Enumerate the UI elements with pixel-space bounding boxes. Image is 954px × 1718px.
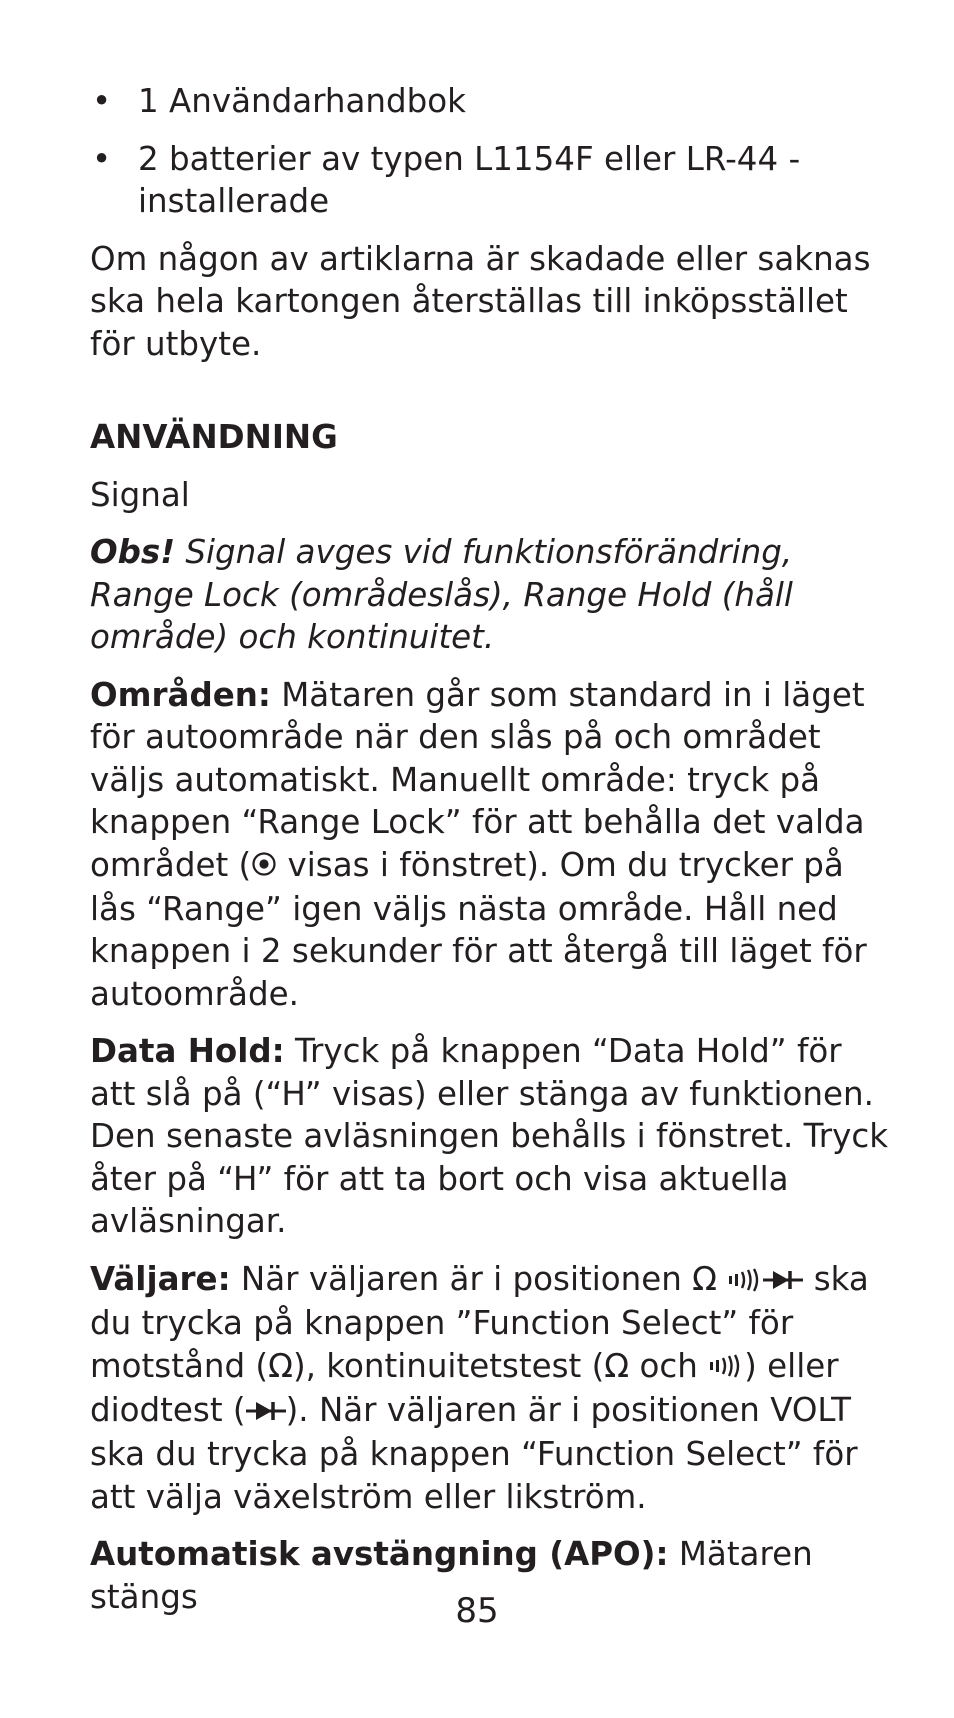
selector-paragraph: [90, 1258, 890, 1518]
manual-page-content: [90, 80, 890, 1633]
ranges-paragraph: [90, 674, 890, 1016]
selector-text-2: ska du trycka på knappen ”Function Select” för motstånd (: [90, 1259, 869, 1385]
apo-lead: Automatisk avstängning (APO):: [90, 1535, 669, 1573]
continuity-sound-icon: [727, 1260, 763, 1303]
selector-text-6: ). När väljaren är i positionen VOLT ska du trycka på knappen “Function Select” för att välja växelström eller likström.: [90, 1390, 858, 1516]
note-text: Signal avges vid funktionsförändring, Range Lock (områdeslås), Range Hold (håll område) och kontinuitet.: [90, 533, 793, 656]
omega-symbol: Ω: [692, 1259, 718, 1298]
list-item: [90, 80, 890, 123]
omega-symbol: Ω: [268, 1346, 293, 1385]
selector-text-3: ), kontinuitetstest (: [292, 1346, 605, 1385]
selector-text-5: ) eller diodtest (: [90, 1346, 839, 1429]
ranges-text-after: visas i fönstret). Om du trycker på lås “Range” igen väljs nästa område. Håll ned knappen i 2 sekunder för att återgå till läget för autoområde.: [90, 845, 867, 1013]
bullet-icon: •: [92, 82, 112, 120]
note-paragraph: [90, 531, 890, 659]
data-hold-paragraph: [90, 1030, 890, 1243]
omega-symbol: Ω: [604, 1346, 630, 1385]
signal-label: Signal: [90, 475, 190, 514]
selector-text-1: När väljaren är i positionen: [230, 1259, 693, 1298]
list-item-text: 2 batterier av typen L1154F eller LR-44 - installerade: [138, 139, 801, 220]
section-heading: ANVÄNDNING: [90, 418, 338, 456]
continuity-sound-icon: [708, 1346, 744, 1389]
range-lock-icon: [251, 845, 277, 888]
data-hold-lead: Data Hold:: [90, 1032, 285, 1071]
intro-paragraph: Om någon av artiklarna är skadade eller saknas ska hela kartongen återställas till inköpsstället för utbyte.: [90, 239, 871, 363]
data-hold-text: Tryck på knappen “Data Hold” för att slå på (“H” visas) eller stänga av funktionen. Den senaste avläsningen behålls i fönstret. Tryck åter på “H” för att ta bort och visa aktuella avläsningar.: [90, 1032, 889, 1241]
list-item: [90, 138, 890, 223]
page-number: 85: [455, 1591, 499, 1631]
diode-icon: [763, 1260, 803, 1303]
ranges-lead: Områden:: [90, 675, 271, 714]
list-item-text: 1 Användarhandbok: [138, 82, 466, 120]
apo-text: Mätaren stängs: [90, 1535, 813, 1616]
note-lead: Obs!: [90, 533, 176, 571]
ranges-text-before: Mätaren går som standard in i läget för autoområde när den slås på och området väljs automatiskt. Manuellt område: tryck på knappen “Range Lock” för att behålla det valda området (: [90, 675, 865, 884]
package-contents-list: [90, 80, 890, 223]
selector-lead: Väljare:: [90, 1259, 231, 1298]
bullet-icon: •: [92, 139, 112, 178]
selector-text-4: och: [629, 1346, 709, 1385]
diode-icon: [246, 1391, 286, 1434]
